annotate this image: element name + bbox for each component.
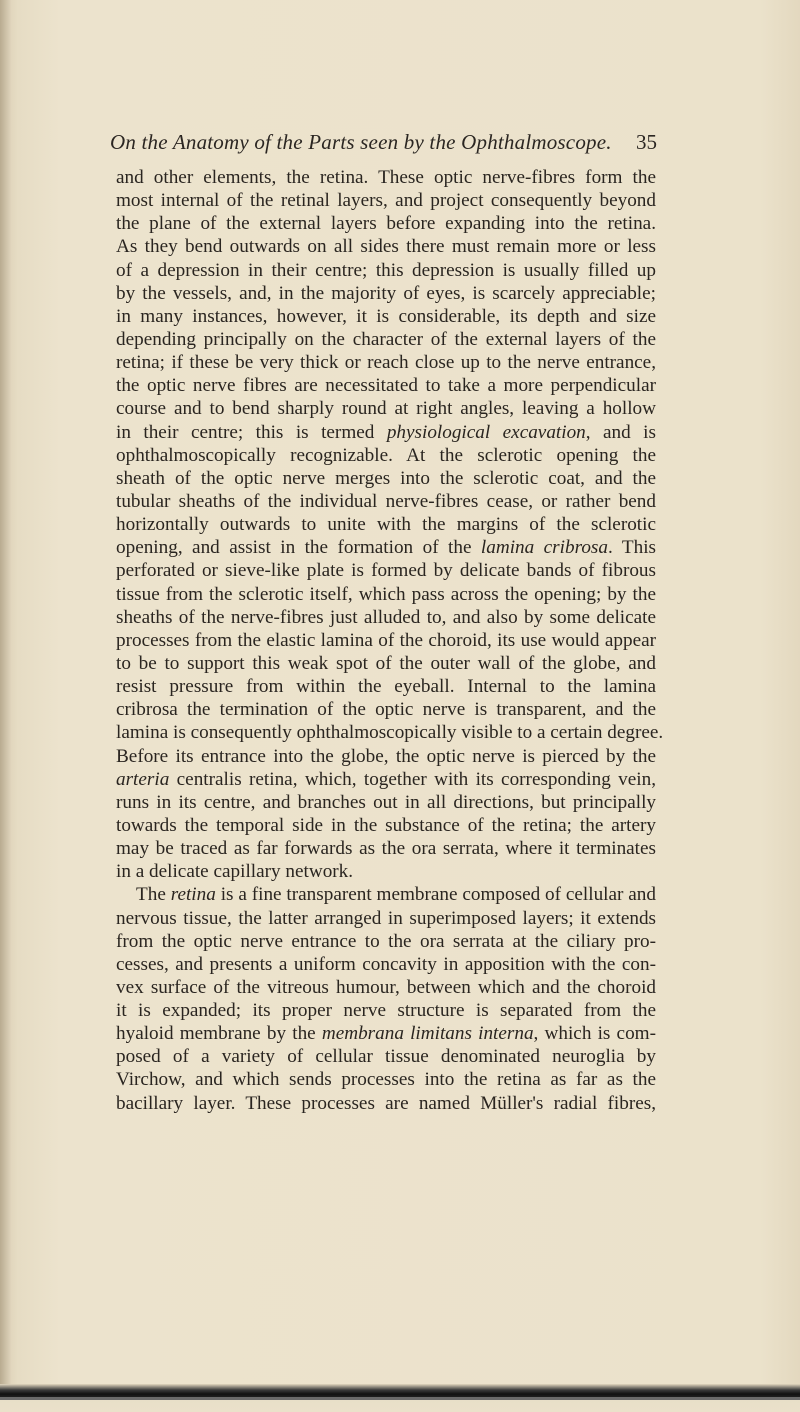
- text-line: it is expanded; its proper nerve structure is separated from the: [116, 1000, 656, 1022]
- running-title: On the Anatomy of the Parts seen by the Ophthalmoscope.: [110, 130, 612, 154]
- text-line: Virchow, and which sends processes into the retina as far as the: [116, 1069, 656, 1091]
- text-line: in a delicate capillary network.: [116, 861, 354, 883]
- text-line: ophthalmoscopically recognizable. At the sclerotic opening the: [116, 444, 656, 466]
- body-text: [116, 166, 664, 1115]
- text-line: runs in its centre, and branches out in all directions, but principally: [116, 791, 656, 813]
- text-line: the optic nerve fibres are necessitated to take a more perpendicular: [116, 375, 656, 397]
- text-line: from the optic nerve entrance to the ora serrata at the ciliary pro-: [116, 930, 656, 952]
- text-line: and other elements, the retina. These optic nerve-fibres form the: [116, 167, 656, 188]
- text-line: to be to support this weak spot of the outer wall of the globe, and: [116, 652, 656, 674]
- text-line: Before its entrance into the globe, the optic nerve is pierced by the: [116, 745, 656, 767]
- text-line: As they bend outwards on all sides there must remain more or less: [116, 236, 656, 258]
- text-line: sheath of the optic nerve merges into the sclerotic coat, and the: [116, 467, 656, 489]
- text-line: cesses, and presents a uniform concavity in apposition with the con-: [116, 953, 656, 975]
- text-line: opening, and assist in the formation of the lamina cribrosa. This: [116, 537, 656, 559]
- text-line: most internal of the retinal layers, and project consequently beyond: [116, 190, 656, 212]
- spine-shadow: [0, 0, 12, 1412]
- text-line: resist pressure from within the eyeball. Internal to the lamina: [116, 676, 656, 698]
- text-line: course and to bend sharply round at right angles, leaving a hollow: [116, 398, 656, 420]
- text-line: tubular sheaths of the individual nerve-fibres cease, or rather bend: [116, 490, 656, 512]
- text-line: the plane of the external layers before expanding into the retina.: [116, 213, 656, 235]
- text-line: tissue from the sclerotic itself, which pass across the opening; by the: [116, 583, 656, 605]
- text-line: bacillary layer. These processes are named Müller's radial fibres,: [116, 1092, 656, 1114]
- text-line: in many instances, however, it is considerable, its depth and size: [116, 305, 656, 327]
- scan-edge-band: [0, 1384, 800, 1412]
- text-line: posed of a variety of cellular tissue denominated neuroglia by: [116, 1046, 656, 1068]
- text-line: retina; if these be very thick or reach close up to the nerve entrance,: [116, 352, 656, 374]
- text-line: by the vessels, and, in the majority of eyes, is scarcely appreciable;: [116, 282, 656, 304]
- text-line: in their centre; this is termed physiological excavation, and is: [116, 421, 656, 443]
- text-line: towards the temporal side in the substance of the retina; the artery: [116, 814, 656, 836]
- text-line: of a depression in their centre; this depression is usually filled up: [116, 259, 656, 281]
- text-line: The retina is a fine transparent membrane composed of cellular and: [136, 884, 656, 906]
- text-line: sheaths of the nerve-fibres just alluded to, and also by some delicate: [116, 606, 656, 628]
- text-line: perforated or sieve-like plate is formed by delicate bands of fibrous: [116, 560, 656, 582]
- text-line: vex surface of the vitreous humour, between which and the choroid: [116, 976, 656, 998]
- text-line: processes from the elastic lamina of the choroid, its use would appear: [116, 629, 656, 651]
- text-line: lamina is consequently ophthalmoscopically visible to a certain degree.: [116, 722, 664, 744]
- text-line: horizontally outwards to unite with the margins of the sclerotic: [116, 514, 656, 536]
- text-line: depending principally on the character of the external layers of the: [116, 328, 656, 350]
- text-line: nervous tissue, the latter arranged in superimposed layers; it extends: [116, 907, 656, 929]
- page-number: 35: [636, 130, 657, 154]
- text-line: cribrosa the termination of the optic nerve is transparent, and the: [116, 699, 656, 721]
- text-line: may be traced as far forwards as the ora serrata, where it terminates: [116, 838, 656, 860]
- text-line: hyaloid membrane by the membrana limitans interna, which is com-: [116, 1023, 656, 1045]
- text-line: arteria centralis retina, which, together with its corresponding vein,: [116, 768, 656, 790]
